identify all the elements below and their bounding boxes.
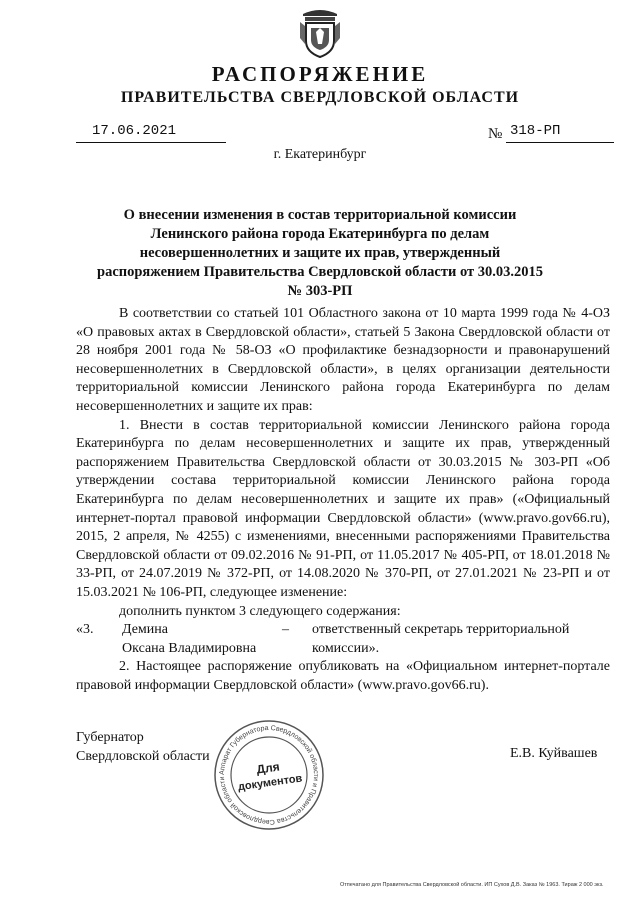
preamble-paragraph: В соответствии со статьей 101 Областного закона от 10 марта 1999 года № 4-ОЗ «О правовых актах в Свердловской области», статьей 5 Закона Свердловской области от 28 ноября 2001 года № 58-ОЗ «О профилактике безнадзорности и правонарушений несовершеннолетних в Свердловской области», в целях организации деятельности территориальной комиссии Ленинского района города Екатеринбурга по делам несовершеннолетних и защите их прав:: [76, 306, 610, 414]
item-1-sub-paragraph: дополнить пунктом 3 следующего содержания:: [119, 603, 401, 619]
item-2-paragraph: 2. Настоящее распоряжение опубликовать на «Официальном интернет-портале правовой информации Свердловской области» (www.pravo.gov66.ru).: [76, 659, 610, 693]
stamp-ring-text: Аппарат Губернатора Свердловской области и Правительства Свердловской области: [218, 724, 320, 826]
date-underline: [76, 142, 226, 143]
document-body: [76, 305, 610, 695]
member-dash: –: [282, 622, 289, 638]
member-entry-row-1: [76, 621, 610, 640]
signer-position-line-2: Свердловской области: [76, 748, 210, 764]
coat-of-arms-icon: [299, 8, 341, 58]
document-number: 318-РП: [510, 123, 561, 139]
signer-name: Е.В. Куйвашев: [510, 746, 598, 761]
print-footer: Отпечатано для Правительства Свердловской области. ИП Сухов Д.В. Заказ № 1963. Тираж 2 000 экз.: [340, 882, 604, 888]
signer-position: [76, 729, 210, 766]
svg-text:Аппарат Губернатора Свердловск: [219, 725, 319, 825]
document-title: РАСПОРЯЖЕНИЕ: [211, 62, 429, 86]
member-entry-number: «3.: [76, 622, 94, 638]
number-sign: №: [488, 126, 503, 142]
document-subtitle: ПРАВИТЕЛЬСТВА СВЕРДЛОВСКОЙ ОБЛАСТИ: [120, 89, 520, 106]
document-city: г. Екатеринбург: [273, 147, 367, 162]
document-subject: О внесении изменения в состав территориальной комиссии Ленинского района города Екатеринбурга по делам несовершеннолетних и защите их прав, утвержденный распоряжением Правительства Свердловской области от 30.03.2015 № 303-РП: [97, 207, 543, 299]
member-given-names: Оксана Владимировна: [122, 640, 257, 656]
stamp-text-line-2: документов: [237, 772, 304, 794]
member-surname: Демина: [122, 622, 168, 638]
stamp-text-line-1: Для: [255, 759, 281, 777]
signer-position-line-1: Губернатор: [76, 730, 144, 745]
round-stamp-icon: [212, 718, 326, 832]
member-role-line-1: ответственный секретарь территориальной: [312, 622, 570, 638]
document-date: 17.06.2021: [92, 123, 177, 139]
number-underline: [506, 142, 614, 143]
member-role-line-2: комиссии».: [312, 640, 380, 656]
member-entry-row-2: [76, 640, 610, 659]
item-1-paragraph: 1. Внести в состав территориальной комиссии Ленинского района города Екатеринбурга по делам несовершеннолетних и защите их прав, утвержденный распоряжением Правительства Свердловской области от 30.03.2015 № 303-РП «Об утверждении состава территориальной комиссии Ленинского района города Екатеринбурга по делам несовершеннолетних и защите их прав» («Официальный интернет-портал правовой информации Свердловской области» (www.pravo.gov66.ru), 2015, 2 апреля, № 4255) с изменениями, внесенными распоряжениями Правительства Свердловской области от 09.02.2016 № 91-РП, от 11.05.2017 № 405-РП, от 18.01.2018 № 33-РП, от 24.07.2019 № 372-РП, от 14.08.2020 № 370-РП, от 27.01.2021 № 23-РП и от 15.03.2021 № 106-РП, следующее изменение:: [76, 417, 610, 600]
